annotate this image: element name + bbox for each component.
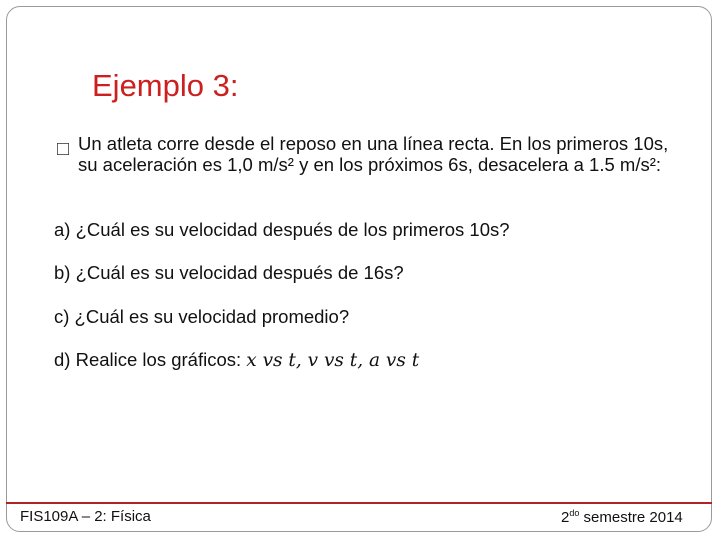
slide-title: Ejemplo 3: [92,68,239,103]
footer-course: FIS109A – 2: Física [20,508,151,525]
bullet-icon: □ [57,138,70,160]
problem-statement: Un atleta corre desde el reposo en una línea recta. En los primeros 10s, su aceleración es 1,0 m/s² y en los próximos 6s, desacelera a 1.5 m/s²: [78,133,669,175]
footer-divider [6,502,712,504]
footer-semester-number: 2 [561,509,570,526]
question-c: c) ¿Cuál es su velocidad promedio? [54,306,350,327]
question-d-math: x vs t, v vs t, a vs t [246,350,420,371]
question-a: a) ¿Cuál es su velocidad después de los primeros 10s? [54,219,510,240]
footer-semester [561,508,683,526]
question-b: b) ¿Cuál es su velocidad después de 16s? [54,262,404,283]
question-d [54,349,419,371]
footer-semester-ordinal: do [569,508,580,518]
question-d-text: d) Realice los gráficos: [54,349,247,370]
footer-semester-text: semestre 2014 [579,509,683,526]
